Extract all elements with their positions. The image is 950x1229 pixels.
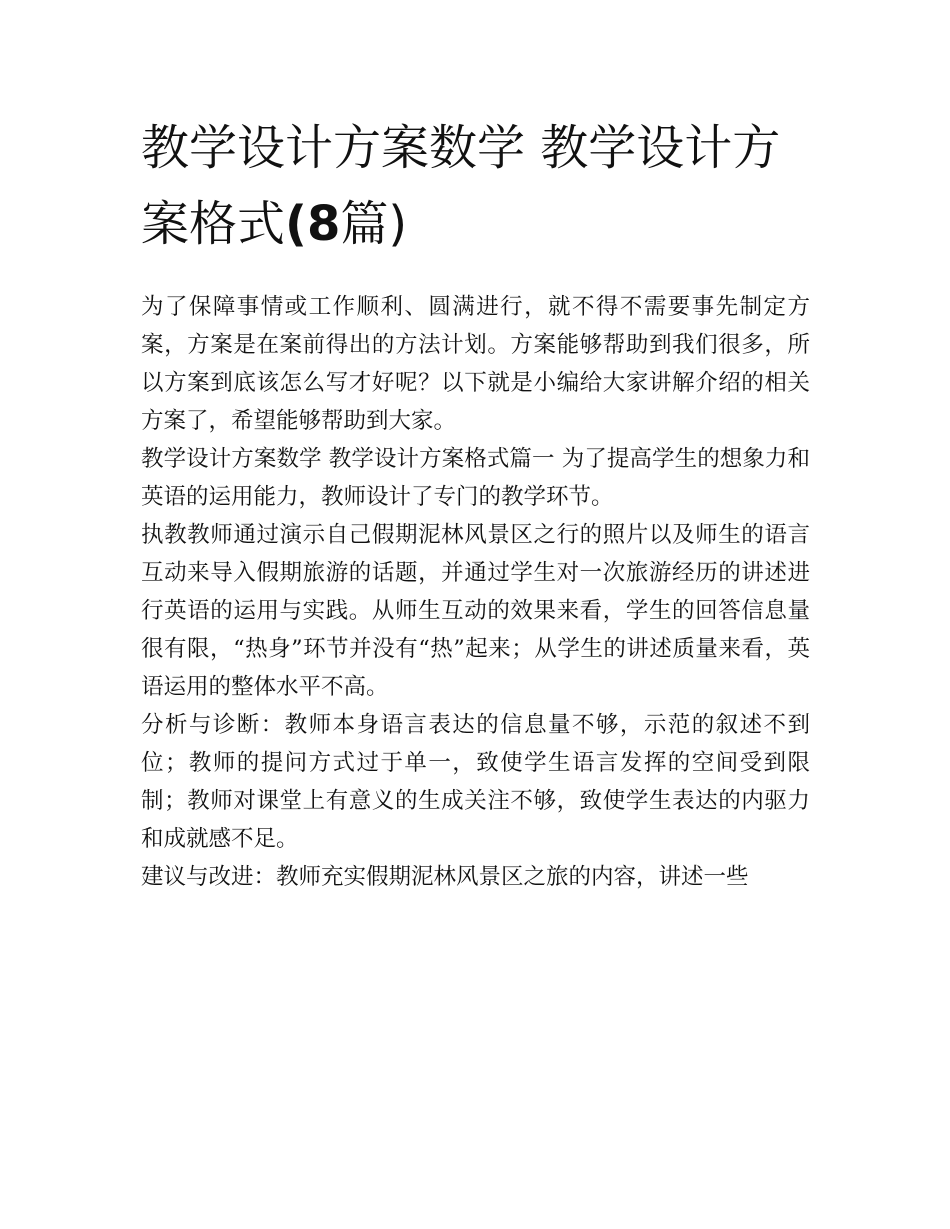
paragraph-intro: 为了保障事情或工作顺利、圆满进行，就不得不需要事先制定方案，方案是在案前得出的方法计划。方案能够帮助到我们很多，所以方案到底该怎么写才好呢？以下就是小编给大家讲解介绍的相关方案了，希望能够帮助到大家。 (141, 294, 810, 434)
paragraph-section-one: 教学设计方案数学 教学设计方案格式篇一 为了提高学生的想象力和英语的运用能力，教师设计了专门的教学环节。 (141, 446, 810, 510)
paragraph-teaching-process: 执教教师通过演示自己假期泥林风景区之行的照片以及师生的语言互动来导入假期旅游的话题，并通过学生对一次旅游经历的讲述进行英语的运用与实践。从师生互动的效果来看，学生的回答信息量很有限，“热身”环节并没有“热”起来；从学生的讲述质量来看，英语运用的整体水平不高。 (141, 522, 810, 700)
title-number: (8 (285, 196, 341, 252)
paragraph-suggestions: 建议与改进：教师充实假期泥林风景区之旅的内容，讲述一些 (141, 864, 749, 890)
document-body (141, 288, 810, 896)
document-title: 教学设计方案数学 教学设计方案格式(8篇) (141, 120, 781, 252)
paragraph-analysis: 分析与诊断：教师本身语言表达的信息量不够，示范的叙述不到位；教师的提问方式过于单一，致使学生语言发挥的空间受到限制；教师对课堂上有意义的生成关注不够，致使学生表达的内驱力和成就感不足。 (141, 712, 810, 852)
